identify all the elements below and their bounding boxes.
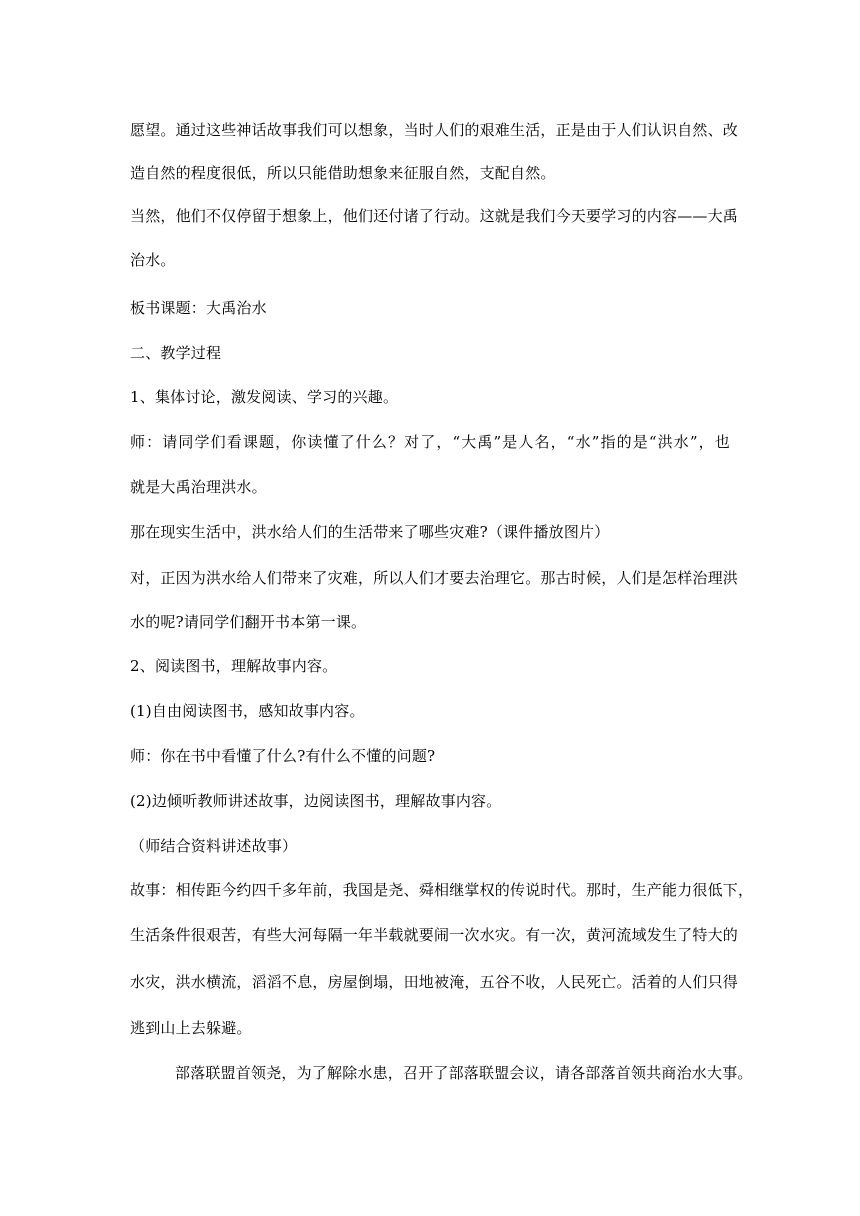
text-line: 愿望。通过这些神话故事我们可以想象，当时人们的艰难生活，正是由于人们认识自然、改 — [130, 121, 739, 139]
text-line: 生活条件很艰苦，有些大河每隔一年半载就要闹一次水灾。有一次，黄河流域发生了特大的 — [130, 926, 739, 944]
text-line: (2)边倾听教师讲述故事，边阅读图书，理解故事内容。 — [130, 792, 502, 810]
text-line: 造自然的程度很低，所以只能借助想象来征服自然，支配自然。 — [130, 164, 556, 182]
text-line: 部落联盟首领尧，为了解除水患，召开了部落联盟会议，请各部落首领共商治水大事。 — [175, 1064, 753, 1082]
text-line: 水灾，洪水横流，滔滔不息，房屋倒塌，田地被淹，五谷不收，人民死亡。活着的人们只得 — [130, 973, 739, 991]
text-line: 故事：相传距今约四千多年前，我国是尧、舜相继掌权的传说时代。那时，生产能力很低下， — [130, 881, 754, 899]
text-line: 就是大禹治理洪水。 — [130, 478, 267, 496]
text-line: 那在现实生活中，洪水给人们的生活带来了哪些灾难?（课件播放图片） — [130, 523, 610, 541]
section-heading: 二、教学过程 — [130, 344, 222, 362]
text-line: 1、集体讨论，激发阅读、学习的兴趣。 — [130, 388, 399, 406]
text-line: 水的呢?请同学们翻开书本第一课。 — [130, 613, 367, 631]
text-line: （师结合资料讲述故事） — [130, 837, 298, 855]
text-line: 板书课题：大禹治水 — [130, 299, 267, 317]
text-line: 对，正因为洪水给人们带来了灾难，所以人们才要去治理它。那古时候，人们是怎样治理洪 — [130, 569, 739, 587]
text-line: (1)自由阅读图书，感知故事内容。 — [130, 702, 365, 720]
text-line: 当然，他们不仅停留于想象上，他们还付诸了行动。这就是我们今天要学习的内容——大禹 — [130, 207, 739, 225]
text-line: 师：请同学们看课题，你读懂了什么？对了，“大禹”是人名，“水”指的是“洪水”，也 — [130, 433, 730, 451]
text-line: 治水。 — [130, 251, 176, 269]
text-line: 师：你在书中看懂了什么?有什么不懂的问题? — [130, 747, 436, 765]
text-line: 2、阅读图书，理解故事内容。 — [130, 657, 338, 675]
text-line: 逃到山上去躲避。 — [130, 1019, 252, 1037]
